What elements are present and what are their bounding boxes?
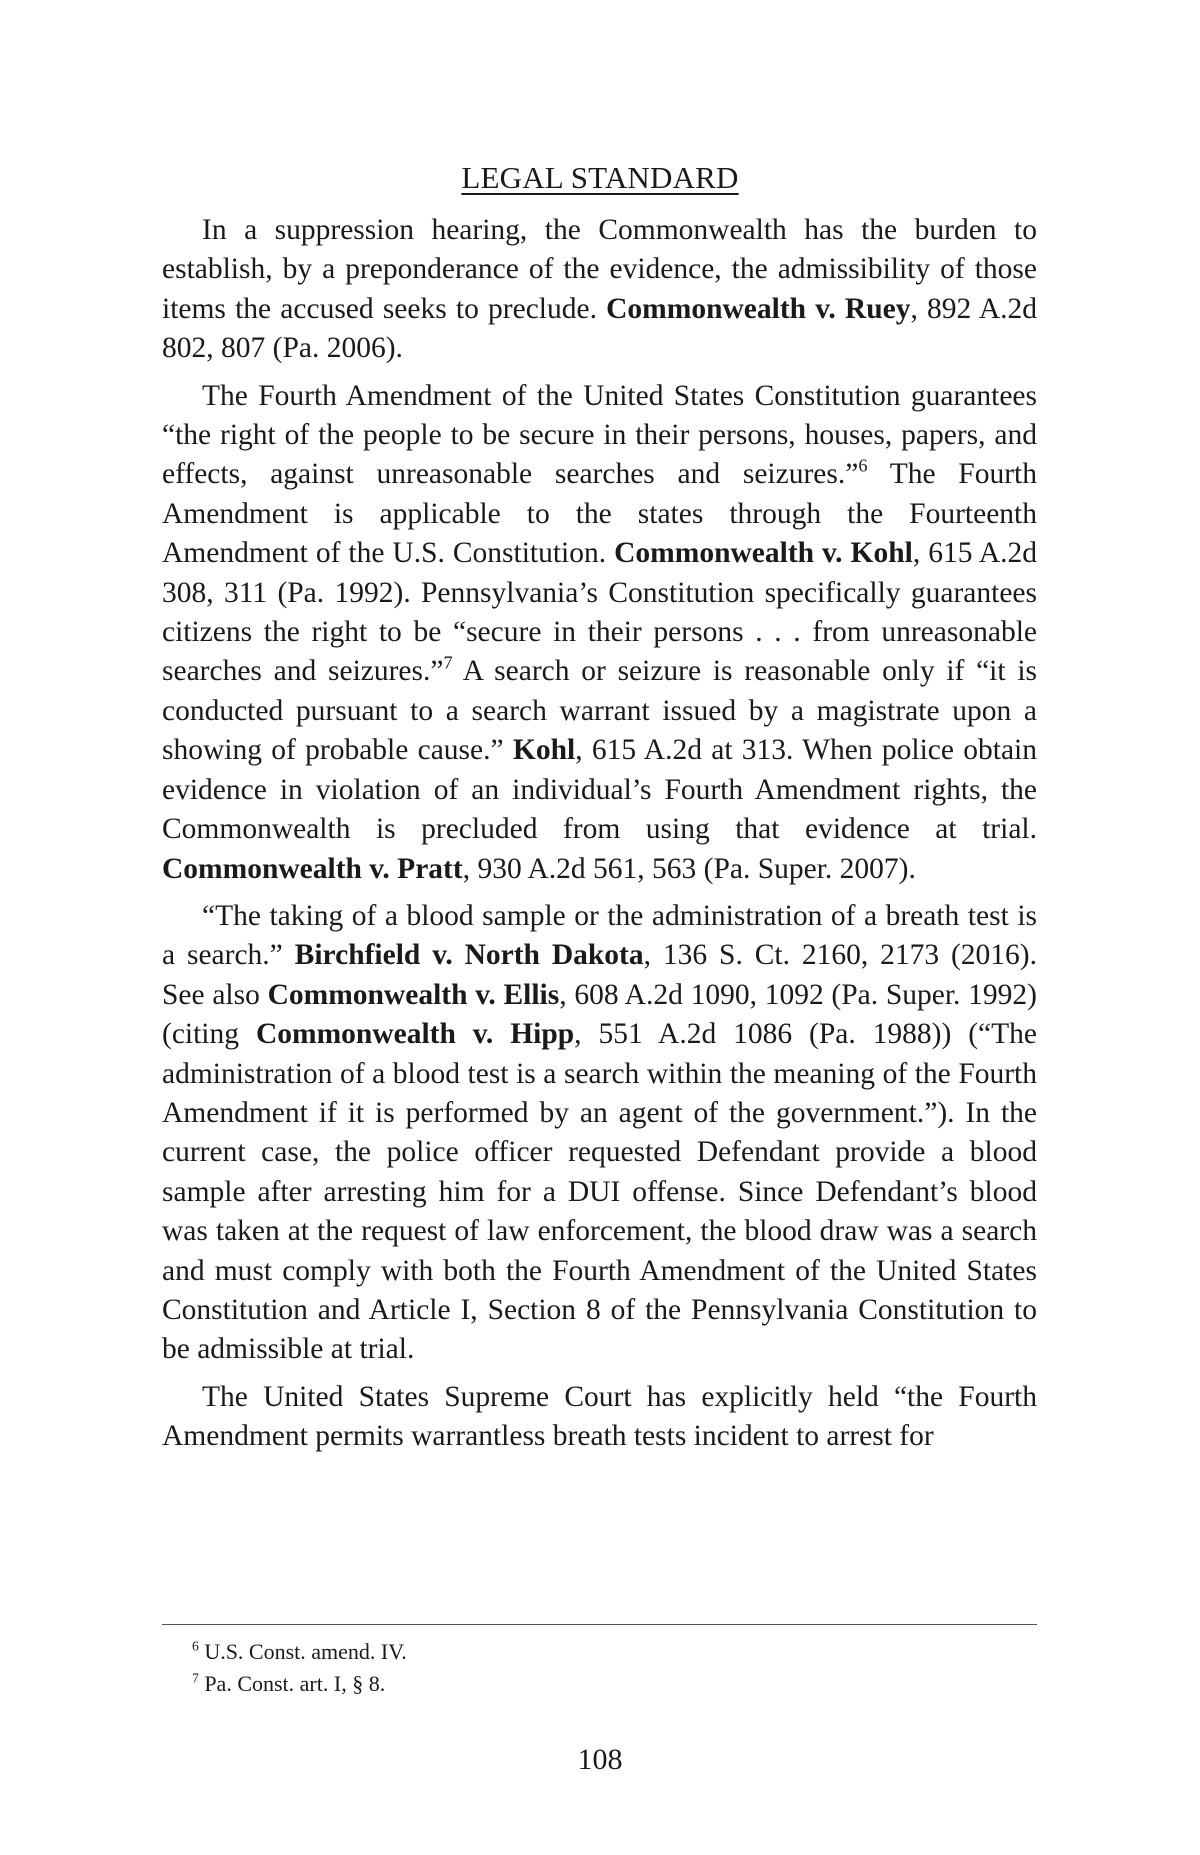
footnote-7	[192, 1668, 1037, 1700]
footnote-text: Pa. Const. art. I, § 8.	[198, 1671, 386, 1696]
section-heading: LEGAL STANDARD	[461, 160, 739, 195]
text-run: , 608 A.2d 1090, 1092 (Pa. Super. 1992) (citing	[162, 978, 1037, 1051]
body-text	[162, 211, 1037, 1465]
text-run: , 551 A.2d 1086 (Pa. 1988)) (“The administration of a blood test is a search within the meaning of the Fourth Amendment if it is performed by an agent of the government.”). In the current case, the police officer requested Defendant provide a blood sample after arresting him for a DUI offense. Since Defendant’s blood was taken at the request of law enforcement, the blood draw was a search and must comply with both the Fourth Amendment of the United States Constitution and Article I, Section 8 of the Pennsylvania Constitution to be admissible at trial.	[162, 1018, 1037, 1366]
footnote-number: 6	[192, 1638, 199, 1654]
footnote-number: 7	[192, 1670, 199, 1686]
case-citation: Commonwealth v. Pratt	[162, 852, 463, 885]
footnote-divider	[162, 1624, 1037, 1625]
paragraph-1	[162, 211, 1037, 369]
paragraph-4	[162, 1378, 1037, 1457]
text-run: In a suppression hearing, the Commonwealth has the burden to establish, by a preponderance of the evidence, the admissibility of those items the accused seeks to preclude.	[162, 214, 1037, 325]
text-run: , 615 A.2d at 313. When police obtain evidence in violation of an individual’s Fourth Amendment rights, the Commonwealth is precluded from using that evidence at trial.	[162, 734, 1038, 846]
case-citation: Birchfield v. North Dakota	[294, 939, 644, 972]
text-run: , 136 S. Ct. 2160, 2173 (2016). See also	[162, 939, 1037, 1011]
footnotes	[192, 1636, 1037, 1700]
case-citation: Commonwealth v. Ellis	[267, 978, 560, 1011]
footnote-text: U.S. Const. amend. IV.	[198, 1639, 407, 1664]
footnote-ref: 6	[858, 456, 868, 477]
page-number: 108	[577, 1743, 623, 1776]
text-run: The Fourth Amendment of the United States Constitution guarantees “the right of the people to be secure in their persons, houses, papers, and effects, against unreasonable searches and seizures.”	[162, 379, 1037, 491]
case-citation: Commonwealth v. Hipp	[255, 1018, 575, 1051]
case-citation: Commonwealth v. Kohl	[614, 537, 913, 570]
paragraph-3	[162, 897, 1037, 1370]
text-run: A search or seizure is reasonable only if “it is conducted pursuant to a search warrant issued by a magistrate upon a showing of probable cause.”	[162, 655, 1038, 767]
footnote-6	[192, 1636, 1037, 1668]
text-run: The Fourth Amendment is applicable to the states through the Fourteenth Amendment of the U.S. Constitution.	[162, 458, 1037, 570]
text-run: , 615 A.2d 308, 311 (Pa. 1992). Pennsylvania’s Constitution specifically guarantees citizens the right to be “secure in their persons . . . from unreasonable searches and seizures.”	[162, 537, 1037, 688]
paragraph-2	[162, 377, 1037, 889]
case-citation: Commonwealth v. Ruey	[606, 292, 911, 325]
text-run: The United States Supreme Court has explicitly held “the Fourth Amendment permits warrantless breath tests incident to arrest for	[162, 1380, 1037, 1453]
text-run: , 892 A.2d 802, 807 (Pa. 2006).	[162, 292, 1037, 365]
text-run: “The taking of a blood sample or the administration of a breath test is a search.”	[162, 899, 1037, 972]
text-run: , 930 A.2d 561, 563 (Pa. Super. 2007).	[462, 852, 916, 885]
footnote-ref: 7	[443, 653, 453, 674]
case-citation: Kohl	[512, 734, 576, 767]
